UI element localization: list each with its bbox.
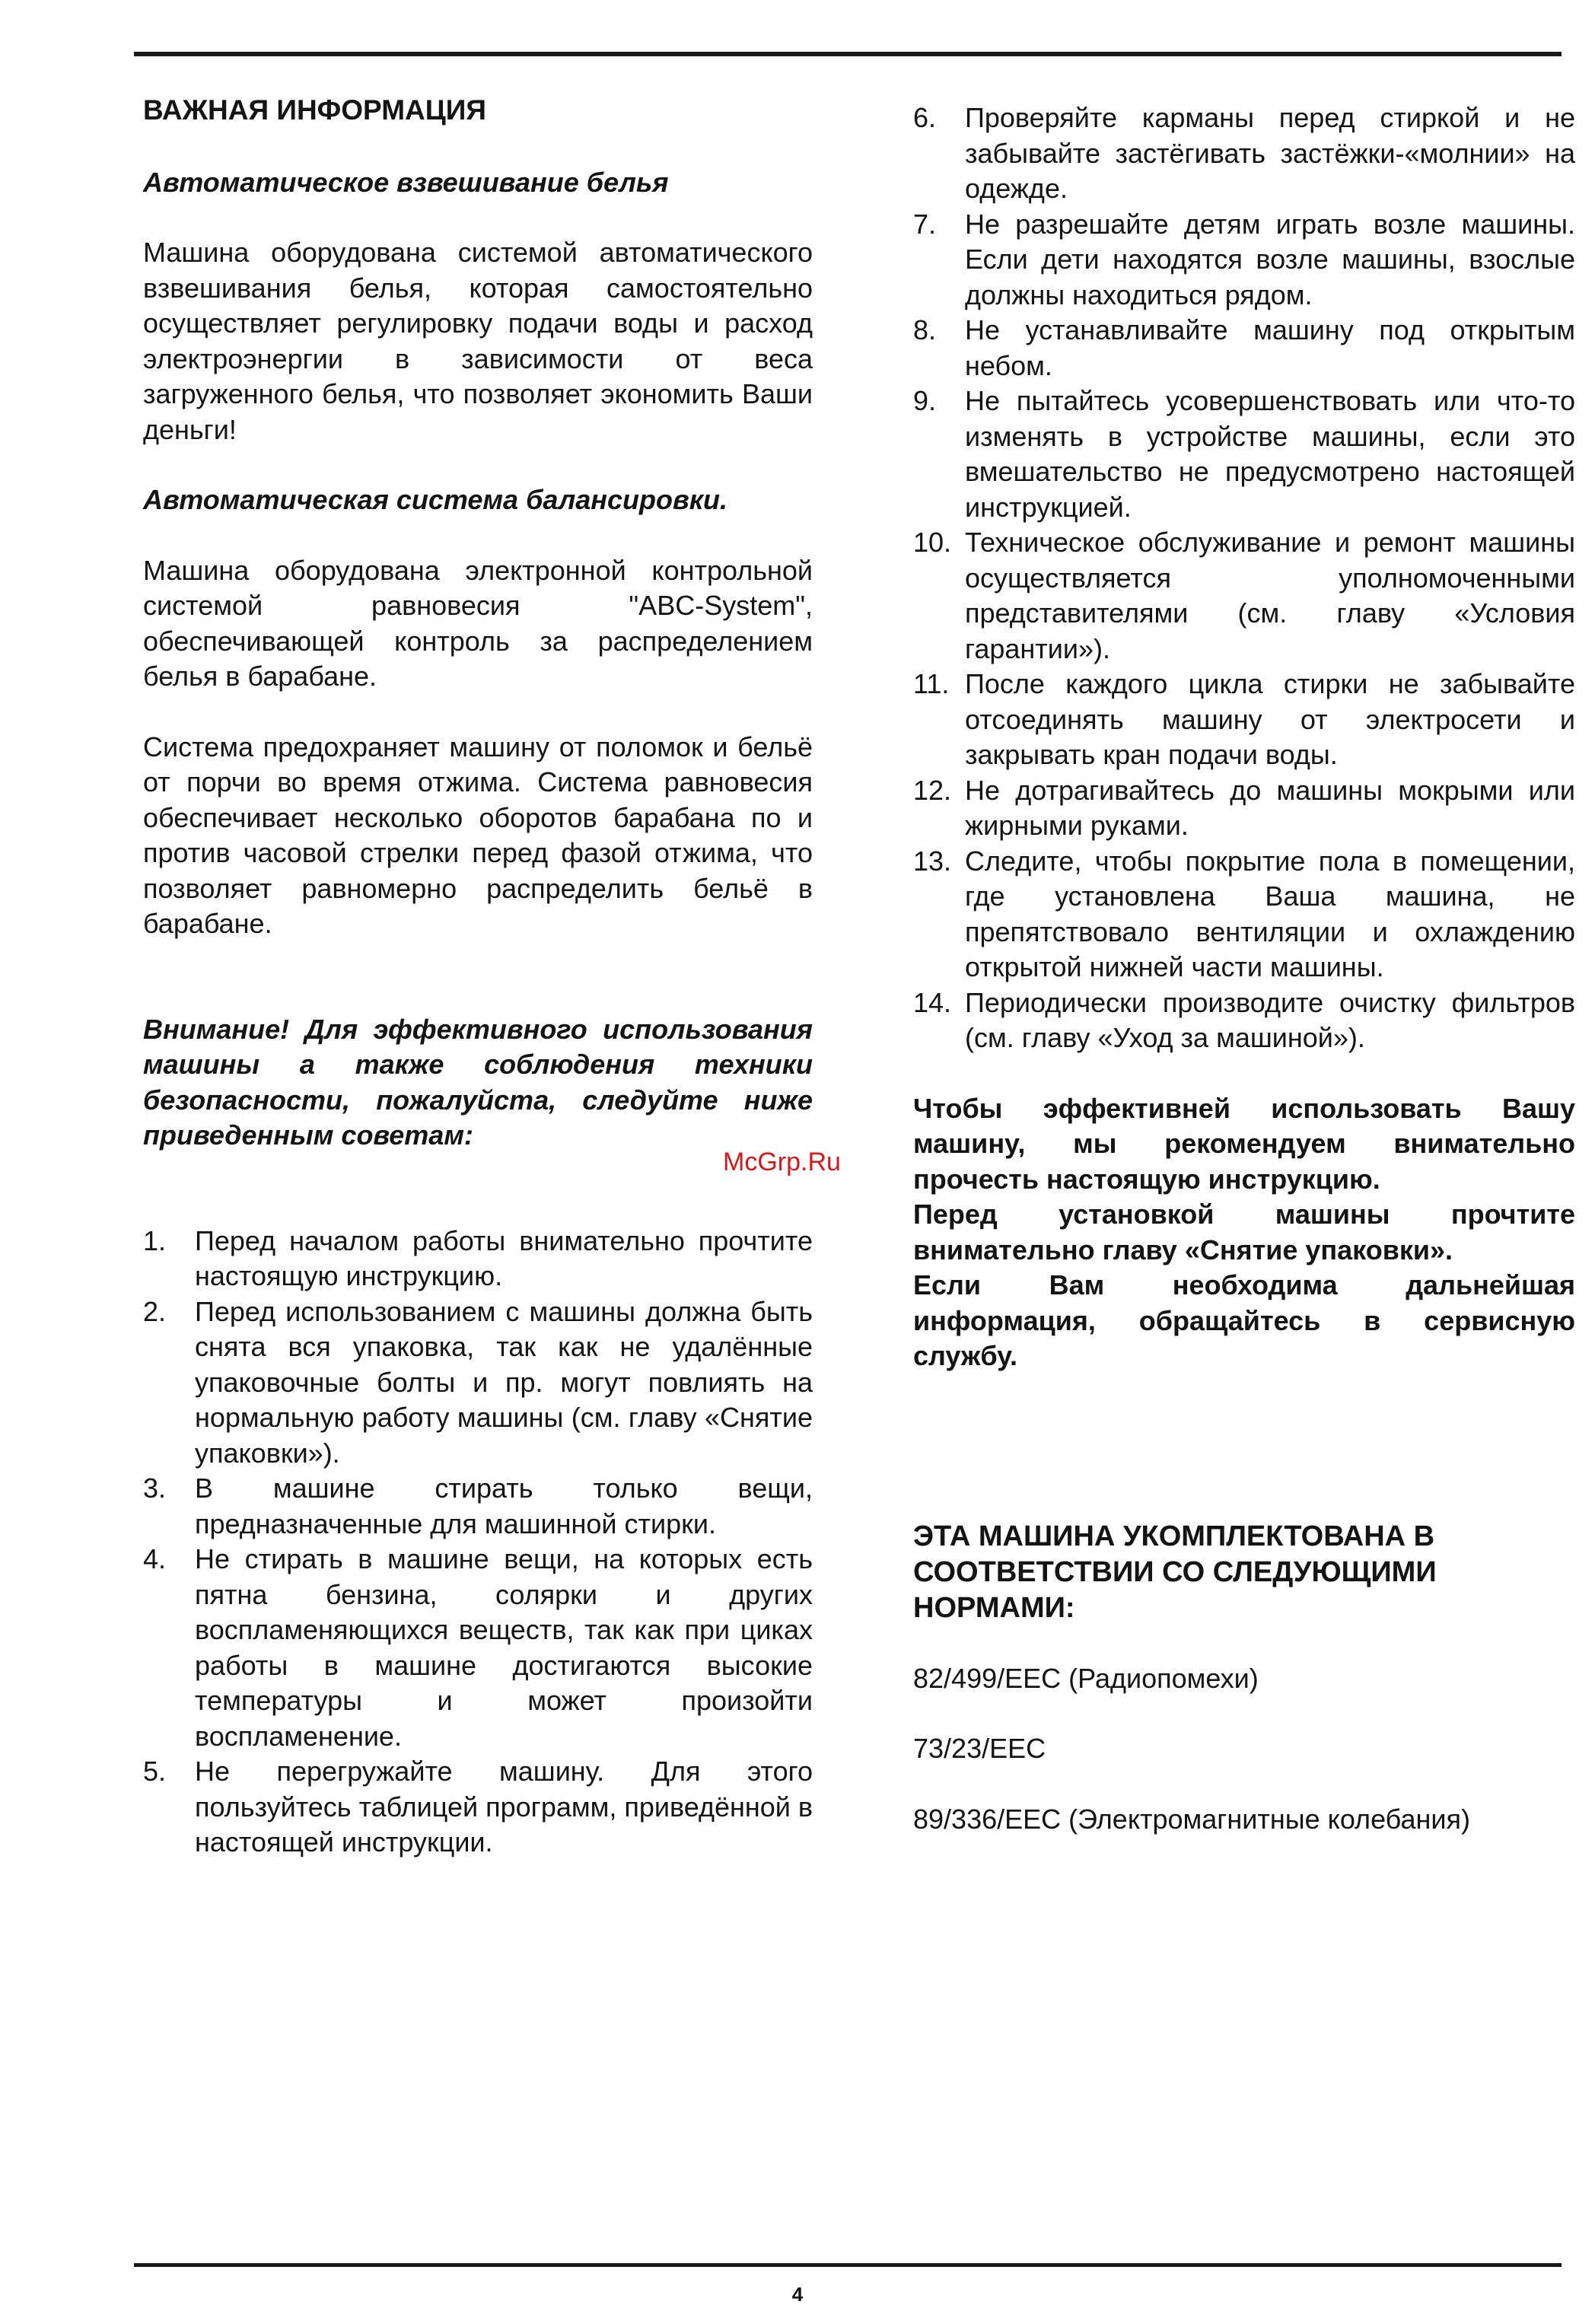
list-item: 14. Периодически производите очистку фильтров (см. главу «Уход за машиной»). <box>913 986 1575 1053</box>
weighing-heading: Автоматическое взвешивание белья <box>143 166 669 198</box>
safety-list-right <box>913 100 1575 1056</box>
list-item: 13. Следите, чтобы покрытие пола в помещении, где установлена Ваша машина, не препятствовало вентиляции и охлаждению открытой нижней части машины. <box>913 845 1575 982</box>
list-item: 6. Проверяйте карманы перед стиркой и не забывайте застёгивать застёжки-«молнии» на одежде. <box>913 102 1575 204</box>
advice-unpacking: Перед установкой машины прочтите внимательно главу «Снятие упаковки». <box>913 1199 1575 1265</box>
weighing-paragraph: Машина оборудована системой автоматического взвешивания белья, которая самостоятельно осуществляет регулировку подачи воды и расход электроэнергии в зависимости от веса загруженного белья, что позволяет экономить Ваши деньги! <box>143 237 813 445</box>
list-item: 3. В машине стирать только вещи, предназначенные для машинной стирки. <box>143 1472 813 1539</box>
balance-paragraph-2: Система предохраняет машину от поломок и бельё от порчи во время отжима. Система равновесия обеспечивает несколько оборотов барабана по и против часовой стрелки перед фазой отжима, что позволяет равномерно распределить бельё в барабане. <box>143 731 813 939</box>
list-item: 1. Перед началом работы внимательно прочтите настоящую инструкцию. <box>143 1224 813 1291</box>
page-number: 4 <box>791 2283 804 2306</box>
norms-title: ЭТА МАШИНА УКОМПЛЕКТОВАНА В СООТВЕТСТВИИ СО СЛЕДУЮЩИМИ НОРМАМИ: <box>913 1520 1437 1624</box>
norm-item: 82/499/EEC (Радиопомехи) <box>913 1662 1259 1694</box>
list-item: 9. Не пытайтесь усовершенствовать или что-то изменять в устройстве машины, если это вмешательство не предусмотрено настоящей инструкцией. <box>913 385 1575 523</box>
attention-notice: Внимание! Для эффективного использования машины а также соблюдения техники безопасности, пожалуйста, следуйте ниже приведенным советам: <box>143 1013 813 1151</box>
norm-item: 89/336/EEC (Электромагнитные колебания) <box>913 1803 1470 1835</box>
advice-service: Если Вам необходима дальнейшая информация, обращайтесь в сервисную службу. <box>913 1269 1575 1371</box>
page-title: ВАЖНАЯ ИНФОРМАЦИЯ <box>143 94 486 126</box>
advice-read-manual: Чтобы эффективней использовать Вашу машину, мы рекомендуем внимательно прочесть настоящую инструкцию. <box>913 1092 1575 1195</box>
list-item: 8. Не устанавливайте машину под открытым небом. <box>913 314 1575 381</box>
top-rule <box>134 52 1562 56</box>
safety-list-left <box>143 1224 813 1861</box>
list-item: 7. Не разрешайте детям играть возле машины. Если дети находятся возле машины, взослые должны находиться рядом. <box>913 208 1575 310</box>
list-item: 11. После каждого цикла стирки не забывайте отсоединять машину от электросети и закрывать кран подачи воды. <box>913 668 1575 770</box>
list-item: 4. Не стирать в машине вещи, на которых есть пятна бензина, солярки и других воспламеняющихся веществ, так как при циках работы в машине достигаются высокие температуры и может произойти воспламенение. <box>143 1543 813 1752</box>
balance-paragraph-1: Машина оборудована электронной контрольной системой равновесия "ABC-System", обеспечивающей контроль за распределением белья в барабане. <box>143 554 813 692</box>
bottom-rule <box>134 2263 1562 2267</box>
balance-heading: Автоматическая система балансировки. <box>143 484 727 515</box>
norm-item: 73/23/EEC <box>913 1733 1046 1764</box>
list-item: 2. Перед использованием с машины должна быть снята вся упаковка, так как не удалённые упаковочные болты и пр. могут повлиять на нормальную работу машины (см. главу «Снятие упаковки»). <box>143 1295 813 1469</box>
list-item: 10. Техническое обслуживание и ремонт машины осуществляется уполномоченными представителями (см. главу «Условия гарантии»). <box>913 527 1575 664</box>
list-item: 5. Не перегружайте машину. Для этого пользуйтесь таблицей программ, приведённой в настоящей инструкции. <box>143 1756 813 1858</box>
right-column <box>913 100 1575 1837</box>
left-column <box>143 93 813 1861</box>
list-item: 12. Не дотрагивайтесь до машины мокрыми или жирными руками. <box>913 774 1575 841</box>
watermark: McGrp.Ru <box>723 1148 841 1176</box>
